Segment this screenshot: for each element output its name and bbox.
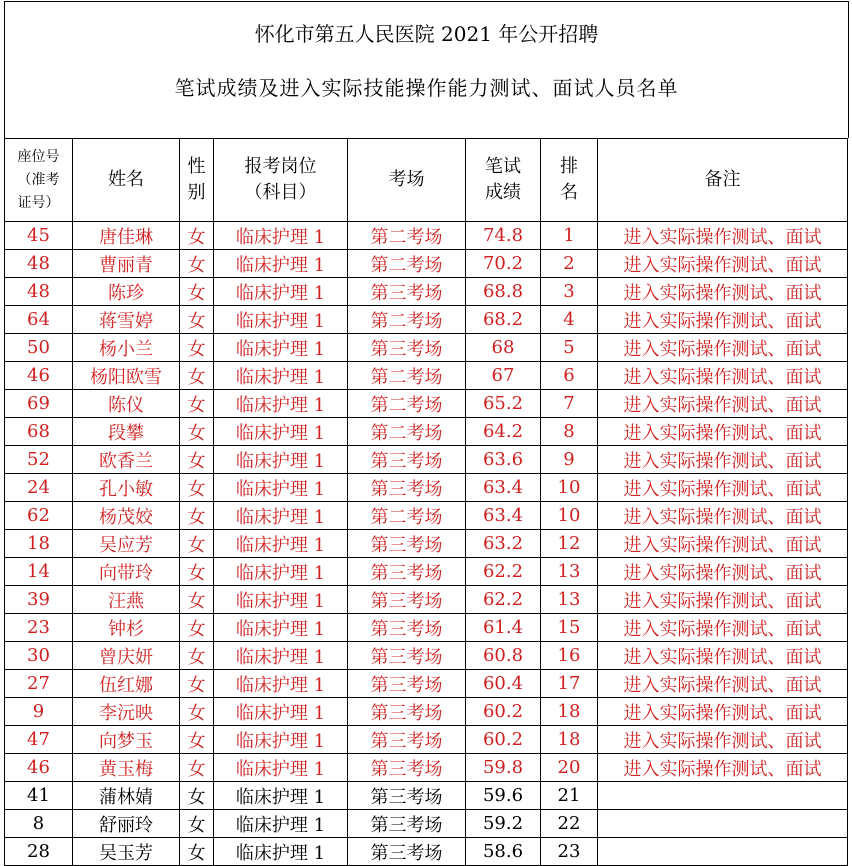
cell-gender: 女 bbox=[180, 586, 214, 614]
cell-note: 进入实际操作测试、面试 bbox=[598, 726, 848, 754]
cell-note: 进入实际操作测试、面试 bbox=[598, 362, 848, 390]
cell-name: 伍红娜 bbox=[73, 670, 180, 698]
cell-name: 黄玉梅 bbox=[73, 754, 180, 782]
cell-written-score: 67 bbox=[466, 362, 541, 390]
cell-position: 临床护理 1 bbox=[214, 754, 348, 782]
cell-gender: 女 bbox=[180, 418, 214, 446]
sheet-header bbox=[4, 1, 849, 138]
cell-exam-room: 第二考场 bbox=[348, 222, 466, 250]
cell-name: 曾庆妍 bbox=[73, 642, 180, 670]
cell-note: 进入实际操作测试、面试 bbox=[598, 614, 848, 642]
cell-rank: 2 bbox=[541, 250, 598, 278]
table-row bbox=[5, 782, 848, 810]
header-position: 报考岗位 （科目） bbox=[214, 139, 348, 222]
cell-name: 向梦玉 bbox=[73, 726, 180, 754]
cell-written-score: 58.6 bbox=[466, 838, 541, 866]
cell-gender: 女 bbox=[180, 530, 214, 558]
cell-gender: 女 bbox=[180, 614, 214, 642]
cell-rank: 1 bbox=[541, 222, 598, 250]
cell-note bbox=[598, 782, 848, 810]
cell-exam-room: 第二考场 bbox=[348, 390, 466, 418]
cell-rank: 15 bbox=[541, 614, 598, 642]
table-row bbox=[5, 530, 848, 558]
header-name: 姓名 bbox=[73, 139, 180, 222]
cell-gender: 女 bbox=[180, 810, 214, 838]
cell-note: 进入实际操作测试、面试 bbox=[598, 698, 848, 726]
cell-seat-number: 14 bbox=[5, 558, 73, 586]
table-row bbox=[5, 670, 848, 698]
cell-seat-number: 41 bbox=[5, 782, 73, 810]
cell-rank: 10 bbox=[541, 474, 598, 502]
cell-written-score: 74.8 bbox=[466, 222, 541, 250]
cell-seat-number: 69 bbox=[5, 390, 73, 418]
cell-position: 临床护理 1 bbox=[214, 278, 348, 306]
cell-exam-room: 第三考场 bbox=[348, 558, 466, 586]
cell-exam-room: 第三考场 bbox=[348, 670, 466, 698]
cell-note bbox=[598, 810, 848, 838]
cell-rank: 22 bbox=[541, 810, 598, 838]
cell-position: 临床护理 1 bbox=[214, 670, 348, 698]
cell-rank: 17 bbox=[541, 670, 598, 698]
table-row bbox=[5, 278, 848, 306]
cell-seat-number: 27 bbox=[5, 670, 73, 698]
cell-gender: 女 bbox=[180, 558, 214, 586]
cell-rank: 16 bbox=[541, 642, 598, 670]
cell-position: 临床护理 1 bbox=[214, 698, 348, 726]
table-row bbox=[5, 642, 848, 670]
cell-rank: 10 bbox=[541, 502, 598, 530]
cell-gender: 女 bbox=[180, 670, 214, 698]
cell-name: 向带玲 bbox=[73, 558, 180, 586]
cell-note bbox=[598, 838, 848, 866]
cell-seat-number: 47 bbox=[5, 726, 73, 754]
cell-position: 临床护理 1 bbox=[214, 782, 348, 810]
cell-seat-number: 64 bbox=[5, 306, 73, 334]
cell-position: 临床护理 1 bbox=[214, 334, 348, 362]
cell-seat-number: 28 bbox=[5, 838, 73, 866]
cell-position: 临床护理 1 bbox=[214, 362, 348, 390]
cell-seat-number: 23 bbox=[5, 614, 73, 642]
cell-note: 进入实际操作测试、面试 bbox=[598, 754, 848, 782]
cell-exam-room: 第二考场 bbox=[348, 502, 466, 530]
cell-name: 杨阳欧雪 bbox=[73, 362, 180, 390]
cell-note: 进入实际操作测试、面试 bbox=[598, 390, 848, 418]
cell-exam-room: 第三考场 bbox=[348, 838, 466, 866]
cell-rank: 8 bbox=[541, 418, 598, 446]
title-line-1: 怀化市第五人民医院 2021 年公开招聘 bbox=[254, 22, 599, 46]
cell-position: 临床护理 1 bbox=[214, 418, 348, 446]
cell-name: 陈仪 bbox=[73, 390, 180, 418]
cell-position: 临床护理 1 bbox=[214, 614, 348, 642]
table-row bbox=[5, 306, 848, 334]
cell-seat-number: 24 bbox=[5, 474, 73, 502]
cell-gender: 女 bbox=[180, 306, 214, 334]
cell-written-score: 63.2 bbox=[466, 530, 541, 558]
cell-rank: 3 bbox=[541, 278, 598, 306]
cell-note: 进入实际操作测试、面试 bbox=[598, 502, 848, 530]
cell-note: 进入实际操作测试、面试 bbox=[598, 250, 848, 278]
header-rank: 排 名 bbox=[541, 139, 598, 222]
cell-note: 进入实际操作测试、面试 bbox=[598, 474, 848, 502]
table-header-row bbox=[5, 139, 848, 222]
cell-position: 临床护理 1 bbox=[214, 586, 348, 614]
header-seat-number: 座位号 （准考 证号） bbox=[5, 139, 73, 222]
cell-exam-room: 第三考场 bbox=[348, 474, 466, 502]
cell-exam-room: 第二考场 bbox=[348, 362, 466, 390]
cell-written-score: 62.2 bbox=[466, 558, 541, 586]
cell-exam-room: 第三考场 bbox=[348, 754, 466, 782]
table-row bbox=[5, 810, 848, 838]
cell-seat-number: 46 bbox=[5, 754, 73, 782]
table-row bbox=[5, 502, 848, 530]
cell-rank: 23 bbox=[541, 838, 598, 866]
cell-seat-number: 39 bbox=[5, 586, 73, 614]
cell-name: 杨小兰 bbox=[73, 334, 180, 362]
cell-name: 吴应芳 bbox=[73, 530, 180, 558]
cell-exam-room: 第三考场 bbox=[348, 446, 466, 474]
cell-rank: 6 bbox=[541, 362, 598, 390]
cell-position: 临床护理 1 bbox=[214, 222, 348, 250]
cell-written-score: 59.2 bbox=[466, 810, 541, 838]
cell-exam-room: 第三考场 bbox=[348, 614, 466, 642]
cell-exam-room: 第三考场 bbox=[348, 698, 466, 726]
cell-position: 临床护理 1 bbox=[214, 726, 348, 754]
cell-written-score: 60.2 bbox=[466, 698, 541, 726]
cell-note: 进入实际操作测试、面试 bbox=[598, 278, 848, 306]
cell-gender: 女 bbox=[180, 250, 214, 278]
cell-seat-number: 52 bbox=[5, 446, 73, 474]
cell-name: 汪燕 bbox=[73, 586, 180, 614]
table-row bbox=[5, 586, 848, 614]
cell-name: 孔小敏 bbox=[73, 474, 180, 502]
cell-rank: 18 bbox=[541, 698, 598, 726]
cell-gender: 女 bbox=[180, 474, 214, 502]
cell-position: 临床护理 1 bbox=[214, 474, 348, 502]
cell-gender: 女 bbox=[180, 446, 214, 474]
table-body bbox=[5, 222, 848, 866]
cell-position: 临床护理 1 bbox=[214, 530, 348, 558]
cell-name: 舒丽玲 bbox=[73, 810, 180, 838]
cell-gender: 女 bbox=[180, 362, 214, 390]
cell-gender: 女 bbox=[180, 390, 214, 418]
cell-note: 进入实际操作测试、面试 bbox=[598, 642, 848, 670]
cell-exam-room: 第三考场 bbox=[348, 810, 466, 838]
cell-seat-number: 68 bbox=[5, 418, 73, 446]
cell-seat-number: 18 bbox=[5, 530, 73, 558]
cell-seat-number: 48 bbox=[5, 250, 73, 278]
cell-written-score: 63.6 bbox=[466, 446, 541, 474]
results-table bbox=[4, 138, 848, 866]
cell-exam-room: 第二考场 bbox=[348, 250, 466, 278]
table-row bbox=[5, 390, 848, 418]
cell-written-score: 60.2 bbox=[466, 726, 541, 754]
cell-position: 临床护理 1 bbox=[214, 642, 348, 670]
cell-gender: 女 bbox=[180, 278, 214, 306]
cell-rank: 13 bbox=[541, 558, 598, 586]
cell-rank: 13 bbox=[541, 586, 598, 614]
cell-rank: 18 bbox=[541, 726, 598, 754]
cell-written-score: 59.8 bbox=[466, 754, 541, 782]
table-row bbox=[5, 418, 848, 446]
cell-seat-number: 45 bbox=[5, 222, 73, 250]
cell-gender: 女 bbox=[180, 782, 214, 810]
table-row bbox=[5, 558, 848, 586]
cell-position: 临床护理 1 bbox=[214, 558, 348, 586]
cell-written-score: 68.8 bbox=[466, 278, 541, 306]
cell-position: 临床护理 1 bbox=[214, 810, 348, 838]
cell-rank: 12 bbox=[541, 530, 598, 558]
cell-name: 段攀 bbox=[73, 418, 180, 446]
cell-gender: 女 bbox=[180, 502, 214, 530]
table-row bbox=[5, 754, 848, 782]
table-row bbox=[5, 362, 848, 390]
cell-seat-number: 62 bbox=[5, 502, 73, 530]
cell-exam-room: 第三考场 bbox=[348, 782, 466, 810]
cell-written-score: 60.4 bbox=[466, 670, 541, 698]
table-row bbox=[5, 334, 848, 362]
cell-written-score: 70.2 bbox=[466, 250, 541, 278]
cell-rank: 4 bbox=[541, 306, 598, 334]
cell-note: 进入实际操作测试、面试 bbox=[598, 558, 848, 586]
cell-written-score: 68 bbox=[466, 334, 541, 362]
cell-note: 进入实际操作测试、面试 bbox=[598, 222, 848, 250]
cell-name: 杨茂姣 bbox=[73, 502, 180, 530]
cell-rank: 21 bbox=[541, 782, 598, 810]
table-row bbox=[5, 838, 848, 866]
cell-gender: 女 bbox=[180, 698, 214, 726]
cell-written-score: 68.2 bbox=[466, 306, 541, 334]
header-written-score: 笔试 成绩 bbox=[466, 139, 541, 222]
cell-exam-room: 第二考场 bbox=[348, 418, 466, 446]
cell-written-score: 64.2 bbox=[466, 418, 541, 446]
cell-position: 临床护理 1 bbox=[214, 306, 348, 334]
cell-note: 进入实际操作测试、面试 bbox=[598, 446, 848, 474]
cell-exam-room: 第二考场 bbox=[348, 306, 466, 334]
cell-note: 进入实际操作测试、面试 bbox=[598, 306, 848, 334]
cell-rank: 7 bbox=[541, 390, 598, 418]
cell-written-score: 63.4 bbox=[466, 474, 541, 502]
cell-name: 李沅映 bbox=[73, 698, 180, 726]
cell-seat-number: 9 bbox=[5, 698, 73, 726]
cell-exam-room: 第三考场 bbox=[348, 642, 466, 670]
cell-gender: 女 bbox=[180, 642, 214, 670]
cell-seat-number: 8 bbox=[5, 810, 73, 838]
cell-position: 临床护理 1 bbox=[214, 250, 348, 278]
cell-rank: 5 bbox=[541, 334, 598, 362]
cell-note: 进入实际操作测试、面试 bbox=[598, 530, 848, 558]
cell-name: 陈珍 bbox=[73, 278, 180, 306]
cell-rank: 20 bbox=[541, 754, 598, 782]
cell-name: 蒲林婧 bbox=[73, 782, 180, 810]
cell-position: 临床护理 1 bbox=[214, 838, 348, 866]
table-row bbox=[5, 614, 848, 642]
cell-name: 唐佳琳 bbox=[73, 222, 180, 250]
cell-seat-number: 50 bbox=[5, 334, 73, 362]
cell-written-score: 62.2 bbox=[466, 586, 541, 614]
cell-note: 进入实际操作测试、面试 bbox=[598, 670, 848, 698]
cell-written-score: 60.8 bbox=[466, 642, 541, 670]
cell-position: 临床护理 1 bbox=[214, 502, 348, 530]
cell-gender: 女 bbox=[180, 726, 214, 754]
cell-exam-room: 第三考场 bbox=[348, 530, 466, 558]
cell-name: 曹丽青 bbox=[73, 250, 180, 278]
cell-written-score: 63.4 bbox=[466, 502, 541, 530]
cell-name: 钟杉 bbox=[73, 614, 180, 642]
table-row bbox=[5, 698, 848, 726]
cell-rank: 9 bbox=[541, 446, 598, 474]
header-exam-room: 考场 bbox=[348, 139, 466, 222]
cell-written-score: 65.2 bbox=[466, 390, 541, 418]
title-line-2: 笔试成绩及进入实际技能操作能力测试、面试人员名单 bbox=[174, 76, 679, 100]
cell-seat-number: 46 bbox=[5, 362, 73, 390]
cell-position: 临床护理 1 bbox=[214, 446, 348, 474]
cell-gender: 女 bbox=[180, 838, 214, 866]
cell-exam-room: 第三考场 bbox=[348, 334, 466, 362]
table-row bbox=[5, 222, 848, 250]
table-row bbox=[5, 250, 848, 278]
cell-written-score: 59.6 bbox=[466, 782, 541, 810]
table-row bbox=[5, 726, 848, 754]
cell-gender: 女 bbox=[180, 754, 214, 782]
cell-seat-number: 48 bbox=[5, 278, 73, 306]
table-row bbox=[5, 474, 848, 502]
header-gender: 性 别 bbox=[180, 139, 214, 222]
cell-gender: 女 bbox=[180, 222, 214, 250]
header-note: 备注 bbox=[598, 139, 848, 222]
cell-name: 欧香兰 bbox=[73, 446, 180, 474]
cell-note: 进入实际操作测试、面试 bbox=[598, 586, 848, 614]
cell-note: 进入实际操作测试、面试 bbox=[598, 334, 848, 362]
cell-gender: 女 bbox=[180, 334, 214, 362]
cell-seat-number: 30 bbox=[5, 642, 73, 670]
cell-written-score: 61.4 bbox=[466, 614, 541, 642]
cell-position: 临床护理 1 bbox=[214, 390, 348, 418]
cell-exam-room: 第三考场 bbox=[348, 278, 466, 306]
cell-name: 蒋雪婷 bbox=[73, 306, 180, 334]
cell-exam-room: 第三考场 bbox=[348, 726, 466, 754]
table-row bbox=[5, 446, 848, 474]
cell-note: 进入实际操作测试、面试 bbox=[598, 418, 848, 446]
cell-exam-room: 第三考场 bbox=[348, 586, 466, 614]
cell-name: 吴玉芳 bbox=[73, 838, 180, 866]
